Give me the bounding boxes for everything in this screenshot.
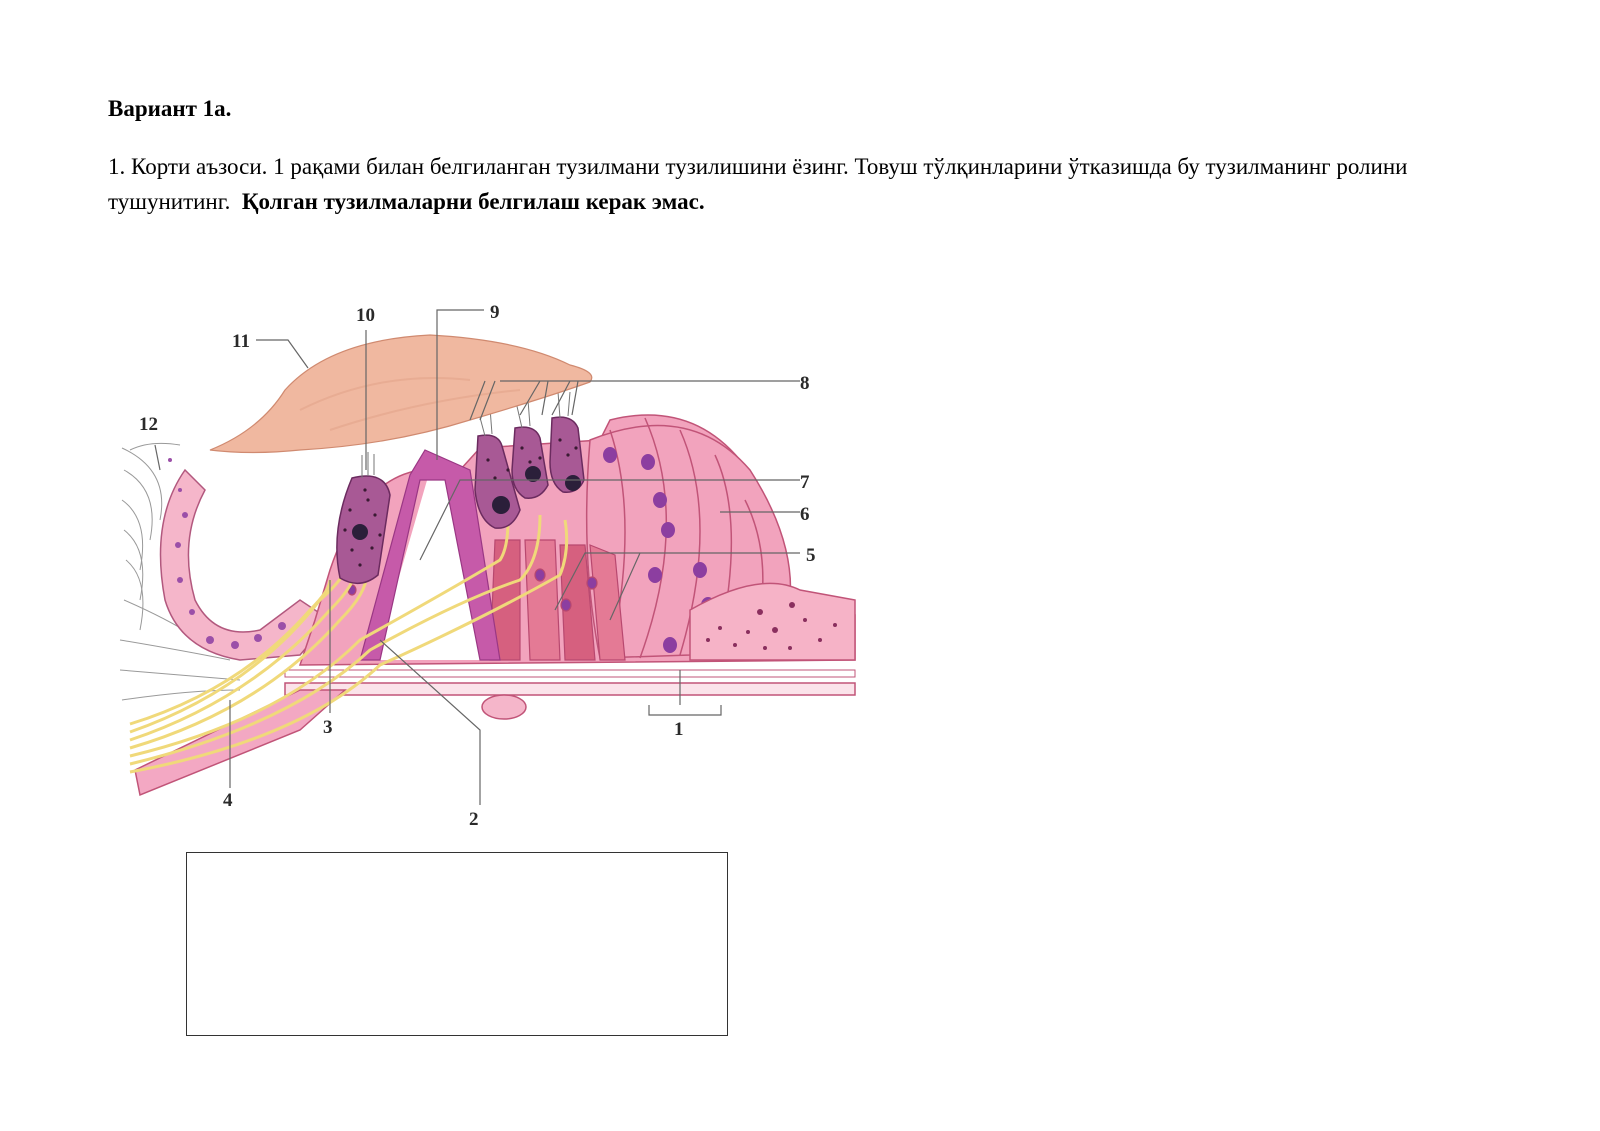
answer-box[interactable] <box>186 852 728 1036</box>
label-6: 6 <box>800 504 810 525</box>
label-2: 2 <box>469 809 479 830</box>
label-10: 10 <box>356 305 375 326</box>
label-8: 8 <box>800 373 810 394</box>
label-4: 4 <box>223 790 233 811</box>
label-1: 1 <box>674 719 684 740</box>
label-9: 9 <box>490 302 500 323</box>
question-bold-instruction: Қолган тузилмаларни белгилаш керак эмас. <box>241 189 705 214</box>
label-11: 11 <box>232 331 250 352</box>
label-7: 7 <box>800 472 810 493</box>
label-5: 5 <box>806 545 816 566</box>
basilar-membrane <box>285 670 855 719</box>
variant-title: Вариант 1а. <box>108 96 232 121</box>
label-3: 3 <box>323 717 333 738</box>
label-12: 12 <box>139 414 158 435</box>
question-number: 1. <box>108 154 126 179</box>
inner-sulcus-cells <box>161 458 331 660</box>
question-text: Корти аъзоси. 1 рақами билан белгиланган тузилмани тузилишини ёзинг. Товуш тўлқинларини ўтказишда бу тузилманинг ролини тушунитинг. <box>108 154 1408 214</box>
